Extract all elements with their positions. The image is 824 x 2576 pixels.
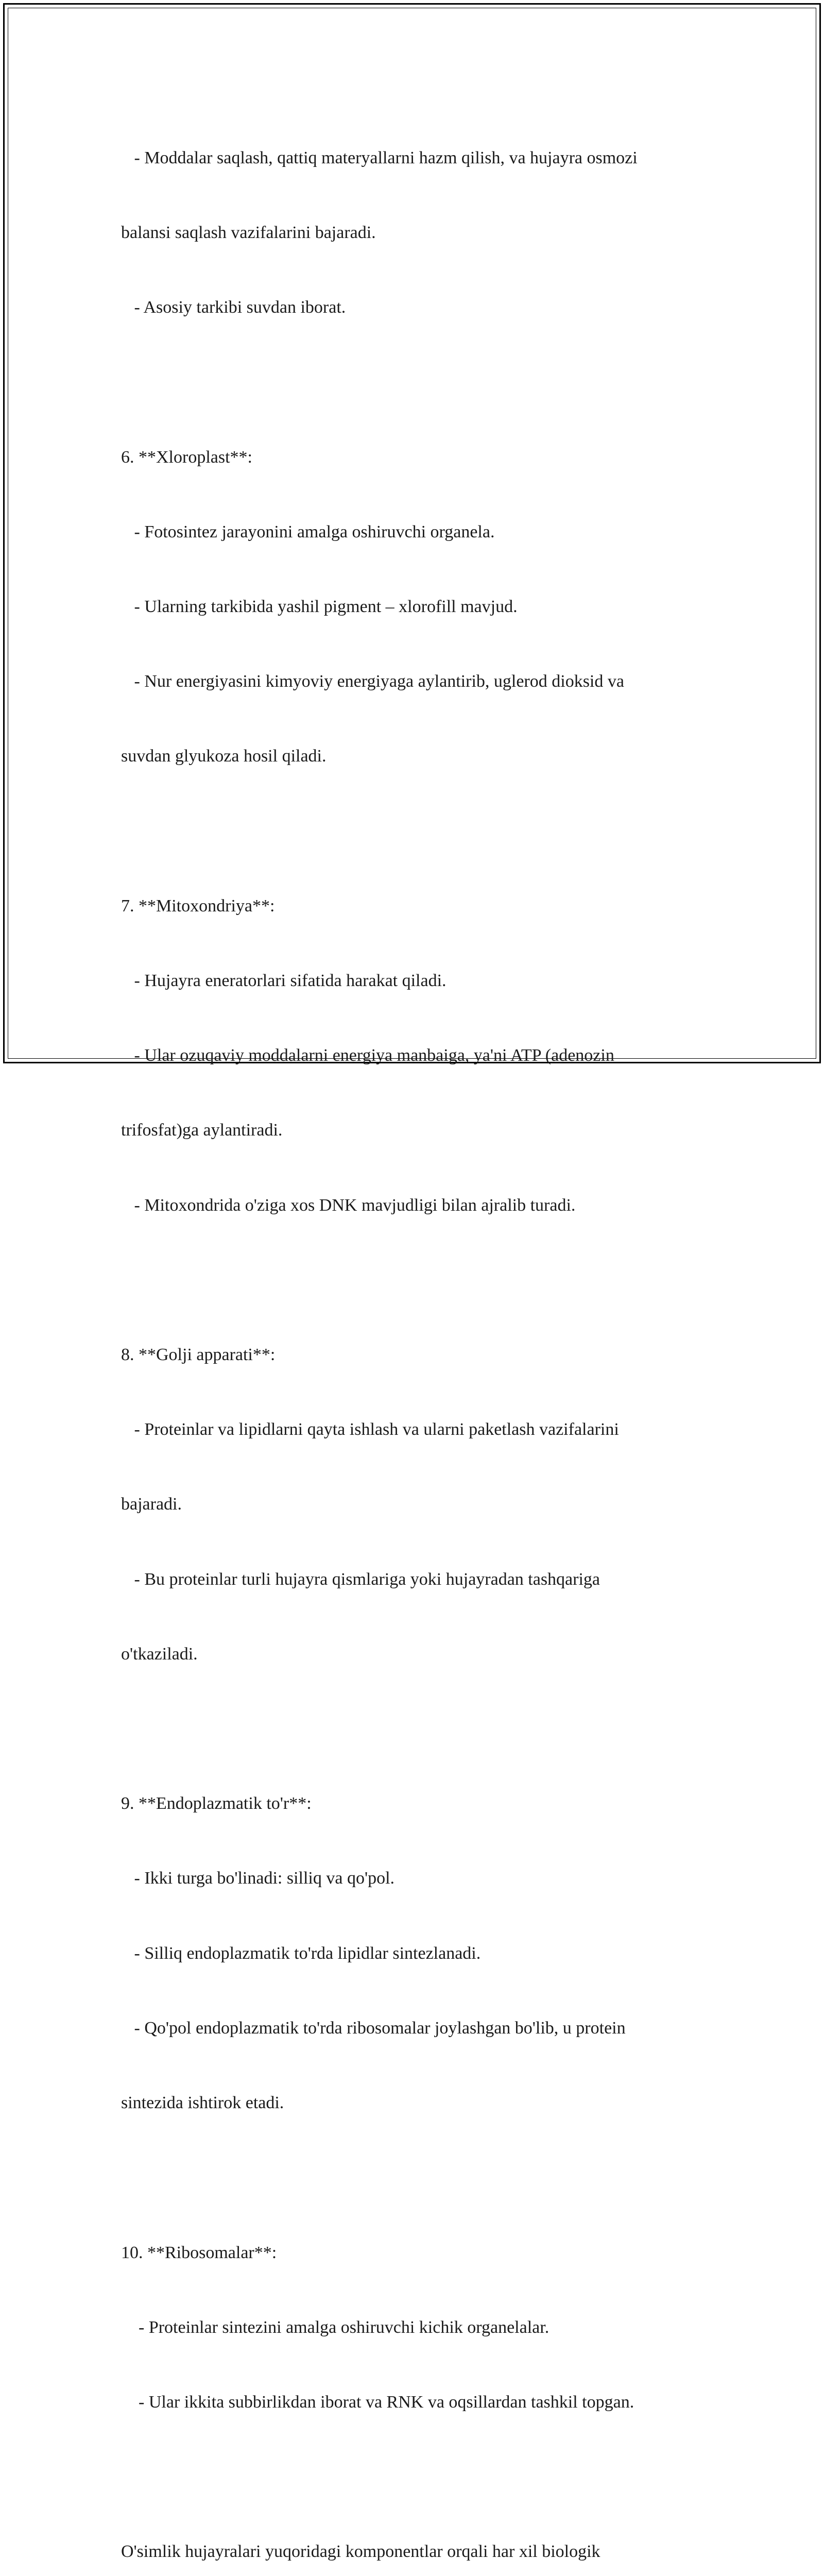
section-heading: 7. **Mitoxondriya**:	[121, 896, 275, 916]
text-line: - Ular ozuqaviy moddalarni energiya manbaiga, ya'ni ATP (adenozin	[121, 1046, 614, 1065]
text-line: - Hujayra eneratorlari sifatida harakat qiladi.	[121, 971, 447, 991]
text-line: - Asosiy tarkibi suvdan iborat.	[121, 298, 346, 317]
blank-line	[121, 2465, 703, 2489]
blank-line	[121, 2165, 703, 2190]
text-line: - Nur energiyasini kimyoviy energiyaga aylantirib, uglerod dioksid va	[121, 672, 624, 691]
text-line: - Silliq endoplazmatik to'rda lipidlar sintezlanadi.	[121, 1943, 481, 1963]
text-line: bajaradi.	[121, 1495, 182, 1514]
text-line: o'tkaziladi.	[121, 1644, 198, 1664]
text-line: - Proteinlar va lipidlarni qayta ishlash va ularni paketlash vazifalarini	[121, 1420, 619, 1439]
blank-line	[121, 1268, 703, 1293]
text-line: - Ular ikkita subbirlikdan iborat va RNK va oqsillardan tashkil topgan.	[121, 2392, 634, 2412]
text-line: - Moddalar saqlash, qattiq materyallarni hazm qilish, va hujayra osmozi	[121, 148, 638, 167]
text-line: trifosfat)ga aylantiradi.	[121, 1121, 283, 1140]
text-line: suvdan glyukoza hosil qiladi.	[121, 747, 327, 766]
text-line: O'simlik hujayralari yuqoridagi komponentlar orqali har xil biologik	[121, 2542, 600, 2562]
text-line: - Ularning tarkibida yashil pigment – xlorofill mavjud.	[121, 597, 518, 617]
section-heading: 10. **Ribosomalar**:	[121, 2243, 277, 2262]
section-heading: 6. **Xloroplast**:	[121, 447, 252, 467]
text-line: - Ikki turga bo'linadi: silliq va qo'pol.	[121, 1869, 395, 1888]
text-line: - Proteinlar sintezini amalga oshiruvchi kichik organelalar.	[121, 2317, 550, 2337]
text-line: - Fotosintez jarayonini amalga oshiruvchi organela.	[121, 522, 495, 541]
text-line: balansi saqlash vazifalarini bajaradi.	[121, 223, 376, 243]
section-heading: 9. **Endoplazmatik to'r**:	[121, 1794, 312, 1814]
text-line: - Mitoxondrida o'ziga xos DNK mavjudligi bilan ajralib turadi.	[121, 1195, 576, 1215]
text-line: sintezida ishtirok etadi.	[121, 2093, 284, 2113]
document-body	[121, 96, 703, 2576]
blank-line	[121, 370, 703, 395]
text-line: - Qo'pol endoplazmatik to'rda ribosomalar joylashgan bo'lib, u protein	[121, 2018, 626, 2038]
blank-line	[121, 819, 703, 844]
blank-line	[121, 1717, 703, 1741]
text-line: - Bu proteinlar turli hujayra qismlariga yoki hujayradan tashqariga	[121, 1569, 600, 1589]
section-heading: 8. **Golji apparati**:	[121, 1345, 276, 1365]
